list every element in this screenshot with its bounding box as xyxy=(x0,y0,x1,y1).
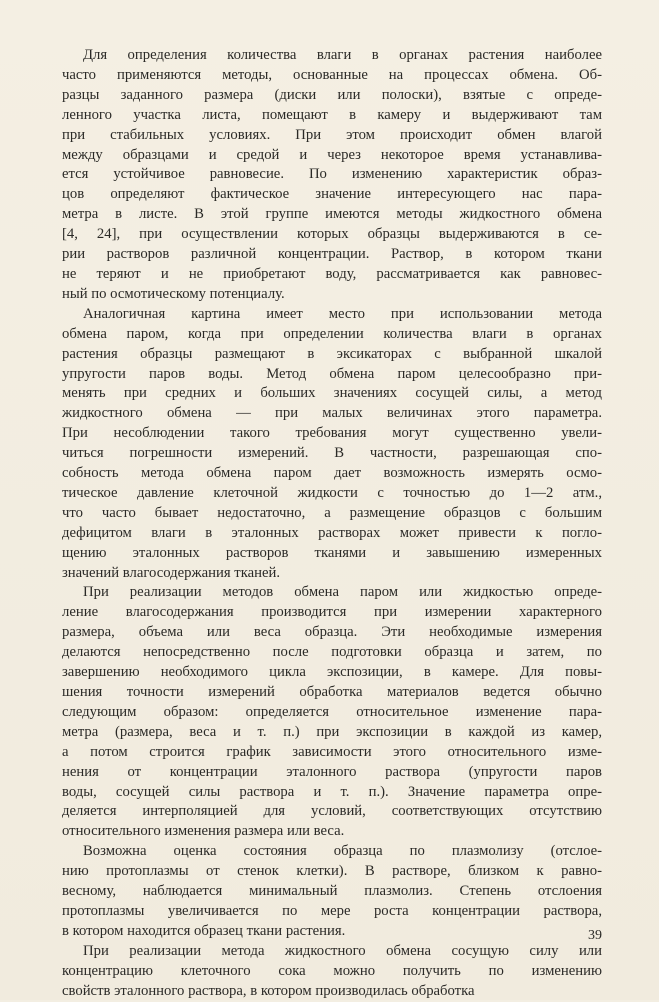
text-line: растения образцы размещают в эксикаторах с выбранной шкалой xyxy=(62,345,602,362)
paragraph xyxy=(62,305,602,584)
text-line: разцы заданного размера (диски или полоски), взятые с опреде- xyxy=(62,86,602,103)
text-line: деляется интерполяцией для условий, соответствующих отсутствию xyxy=(62,803,602,820)
text-line: жидкостного обмена — при малых величинах этого параметра. xyxy=(62,405,602,422)
text-line: [4, 24], при осуществлении которых образцы выдерживаются в се- xyxy=(62,226,602,243)
text-line: а потом строится график зависимости этого относительного изме- xyxy=(62,743,602,760)
text-line: часто применяются методы, основанные на процессах обмена. Об- xyxy=(62,66,602,83)
text-line: При реализации методов обмена паром или жидкостью опреде- xyxy=(83,584,602,601)
text-line: делаются непосредственно после подготовки образца и затем, по xyxy=(62,644,602,661)
text-line: читься погрешности измерений. В частности, разрешающая спо- xyxy=(62,445,602,462)
text-line: ется устойчивое равновесие. По изменению характеристик образ- xyxy=(62,166,602,183)
text-line: воды, сосущей силы раствора и т. п.). Значение параметра опре- xyxy=(62,783,602,800)
paragraph xyxy=(62,46,602,305)
text-line: размера, объема или веса образца. Эти необходимые измерения xyxy=(62,624,602,641)
text-line: значений влагосодержания тканей. xyxy=(62,564,281,581)
text-line: в котором находится образец ткани растения. xyxy=(62,922,346,939)
text-line: свойств эталонного раствора, в котором производилась обработка xyxy=(62,982,475,999)
text-line: шения точности измерений обработка материалов ведется обычно xyxy=(62,684,602,700)
text-line: протоплазмы увеличивается по мере роста концентрации раствора, xyxy=(62,902,602,919)
paragraph xyxy=(62,842,602,942)
text-line: при стабильных условиях. При этом происходит обмен влагой xyxy=(62,126,602,143)
text-line: завершению необходимого цикла экспозиции, в камере. Для повы- xyxy=(62,664,602,681)
text-line: не теряют и не приобретают воду, рассматривается как равновес- xyxy=(62,265,602,282)
paragraph xyxy=(62,942,602,1002)
text-line: собность метода обмена паром дает возможность измерять осмо- xyxy=(62,465,602,482)
text-line: Для определения количества влаги в органах растения наиболее xyxy=(83,47,602,63)
text-line: щению эталонных растворов тканями и завышению измеренных xyxy=(62,544,602,561)
text-line: тическое давление клеточной жидкости с точностью до 1—2 атм., xyxy=(62,484,602,501)
text-line: рии растворов различной концентрации. Раствор, в котором ткани xyxy=(62,246,602,263)
text-line: обмена паром, когда при определении количества влаги в органах xyxy=(62,325,602,342)
text-line: При реализации метода жидкостного обмена сосущую силу или xyxy=(83,942,602,959)
text-line: относительного изменения размера или веса. xyxy=(62,823,345,840)
text-line: ленного участка листа, помещают в камеру и выдерживают там xyxy=(62,106,602,123)
paragraph xyxy=(62,583,602,842)
text-line: упругости паров воды. Метод обмена паром целесообразно при- xyxy=(62,365,602,382)
text-line: между образцами и средой и через некоторое время устанавлива- xyxy=(62,146,602,163)
text-line: метра в листе. В этой группе имеются методы жидкостного обмена xyxy=(62,206,602,223)
text-line: Возможна оценка состояния образца по плазмолизу (отслое- xyxy=(83,843,602,860)
text-line: дефицитом влаги в эталонных растворах может привести к погло- xyxy=(62,524,602,541)
text-line: цов определяют фактическое значение интересующего нас пара- xyxy=(62,186,602,203)
text-block xyxy=(62,46,602,1002)
text-line: весному, наблюдается минимальный плазмолиз. Степень отслоения xyxy=(62,883,602,900)
text-line: Аналогичная картина имеет место при использовании метода xyxy=(83,305,602,322)
text-line: концентрацию клеточного сока можно получить по изменению xyxy=(62,962,602,979)
text-line: что часто бывает недостаточно, а размещение образцов с большим xyxy=(62,504,602,521)
text-line: При несоблюдении такого требования могут существенно увели- xyxy=(62,425,602,442)
text-line: нения от концентрации эталонного раствора (упругости паров xyxy=(62,763,602,780)
text-line: следующим образом: определяется относительное изменение пара- xyxy=(62,703,602,720)
text-line: ление влагосодержания производится при измерении характерного xyxy=(62,604,602,621)
page-number: 39 xyxy=(588,928,602,943)
text-line: нию протоплазмы от стенок клетки). В растворе, близком к равно- xyxy=(62,863,602,880)
text-line: менять при средних и больших значениях сосущей силы, а метод xyxy=(62,385,602,402)
text-line: метра (размера, веса и т. п.) при экспозиции в каждой из камер, xyxy=(62,723,602,740)
text-line: ный по осмотическому потенциалу. xyxy=(62,285,285,302)
